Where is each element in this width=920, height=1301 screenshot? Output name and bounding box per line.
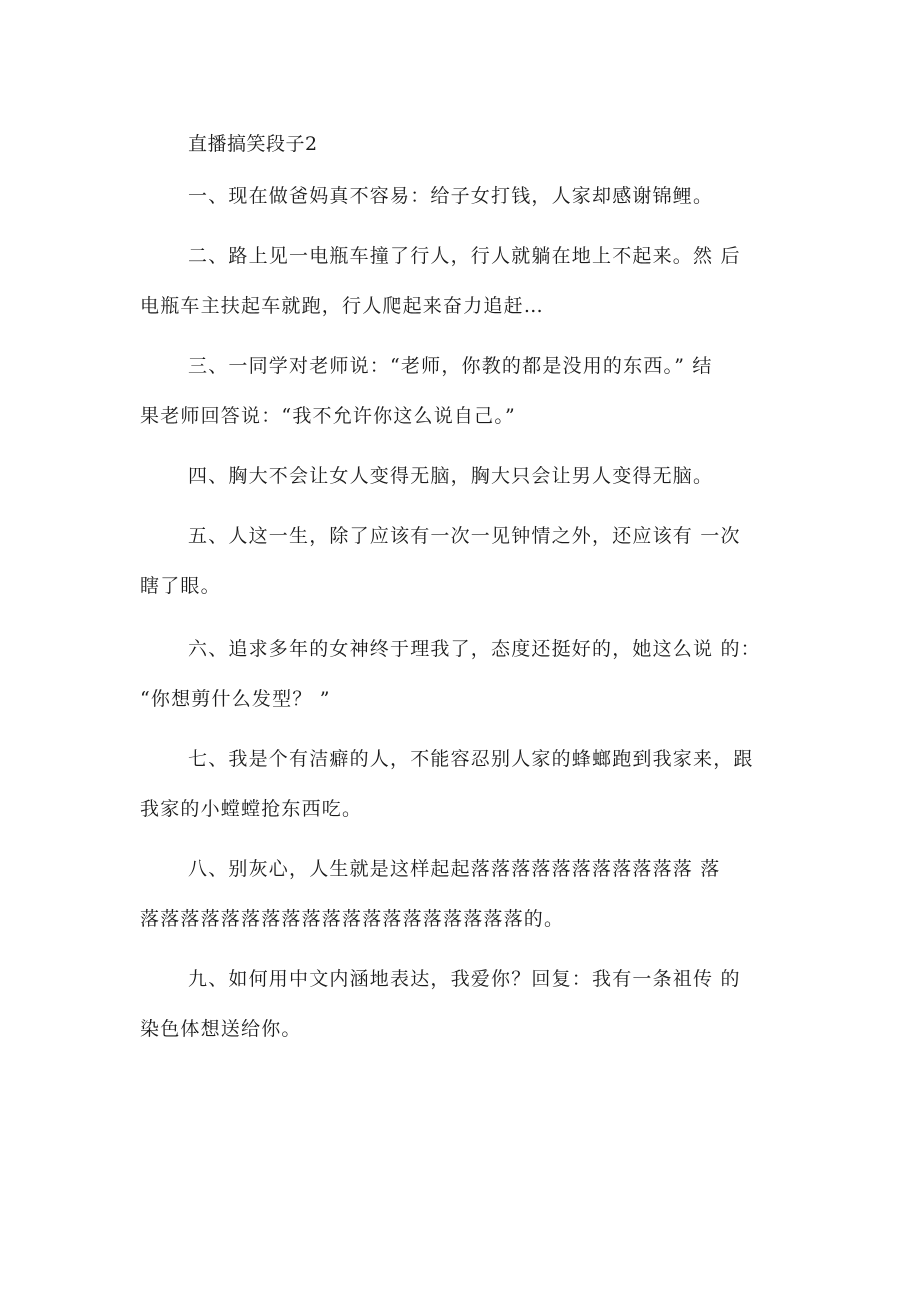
paragraph-3-line-2: 果老师回答说：“我不允许你这么说自己。” xyxy=(140,405,516,427)
paragraph-9-line-2: 染色体想送给你。 xyxy=(140,1018,302,1040)
paragraph-7-line-2: 我家的小螳螳抢东西吃。 xyxy=(140,798,363,820)
paragraph-3-line-1: 三、一同学对老师说：“老师，你教的都是没用的东西。” 结 xyxy=(188,355,713,377)
paragraph-1-line-1: 一、现在做爸妈真不容易：给子女打钱，人家却感谢锦鲤。 xyxy=(188,185,714,207)
paragraph-7-line-1: 七、我是个有洁癖的人，不能容忍别人家的蜂螂跑到我家来，跟 xyxy=(188,748,754,770)
paragraph-4-line-1: 四、胸大不会让女人变得无脑，胸大只会让男人变得无脑。 xyxy=(188,465,714,487)
paragraph-6-line-1: 六、追求多年的女神终于理我了，态度还挺好的，她这么说 的： xyxy=(188,638,761,660)
paragraph-5-line-1: 五、人这一生，除了应该有一次一见钟情之外，还应该有 一次 xyxy=(188,525,741,547)
paragraph-2-line-1: 二、路上见一电瓶车撞了行人，行人就躺在地上不起来。然 后 xyxy=(188,245,741,267)
paragraph-9-line-1: 九、如何用中文内涵地表达，我爱你？回复：我有一条祖传 的 xyxy=(188,968,741,990)
paragraph-8-line-2: 落落落落落落落落落落落落落落落落落落落的。 xyxy=(140,908,565,930)
paragraph-8-line-1: 八、别灰心，人生就是这样起起落落落落落落落落落落落 落 xyxy=(188,858,721,880)
paragraph-5-line-2: 瞎了眼。 xyxy=(140,575,221,597)
paragraph-6-line-2: “你想剪什么发型？ ” xyxy=(140,688,331,710)
paragraph-2-line-2: 电瓶车主扶起车就跑，行人爬起来奋力追赶… xyxy=(140,295,545,317)
document-title: 直播搞笑段子2 xyxy=(188,133,318,155)
